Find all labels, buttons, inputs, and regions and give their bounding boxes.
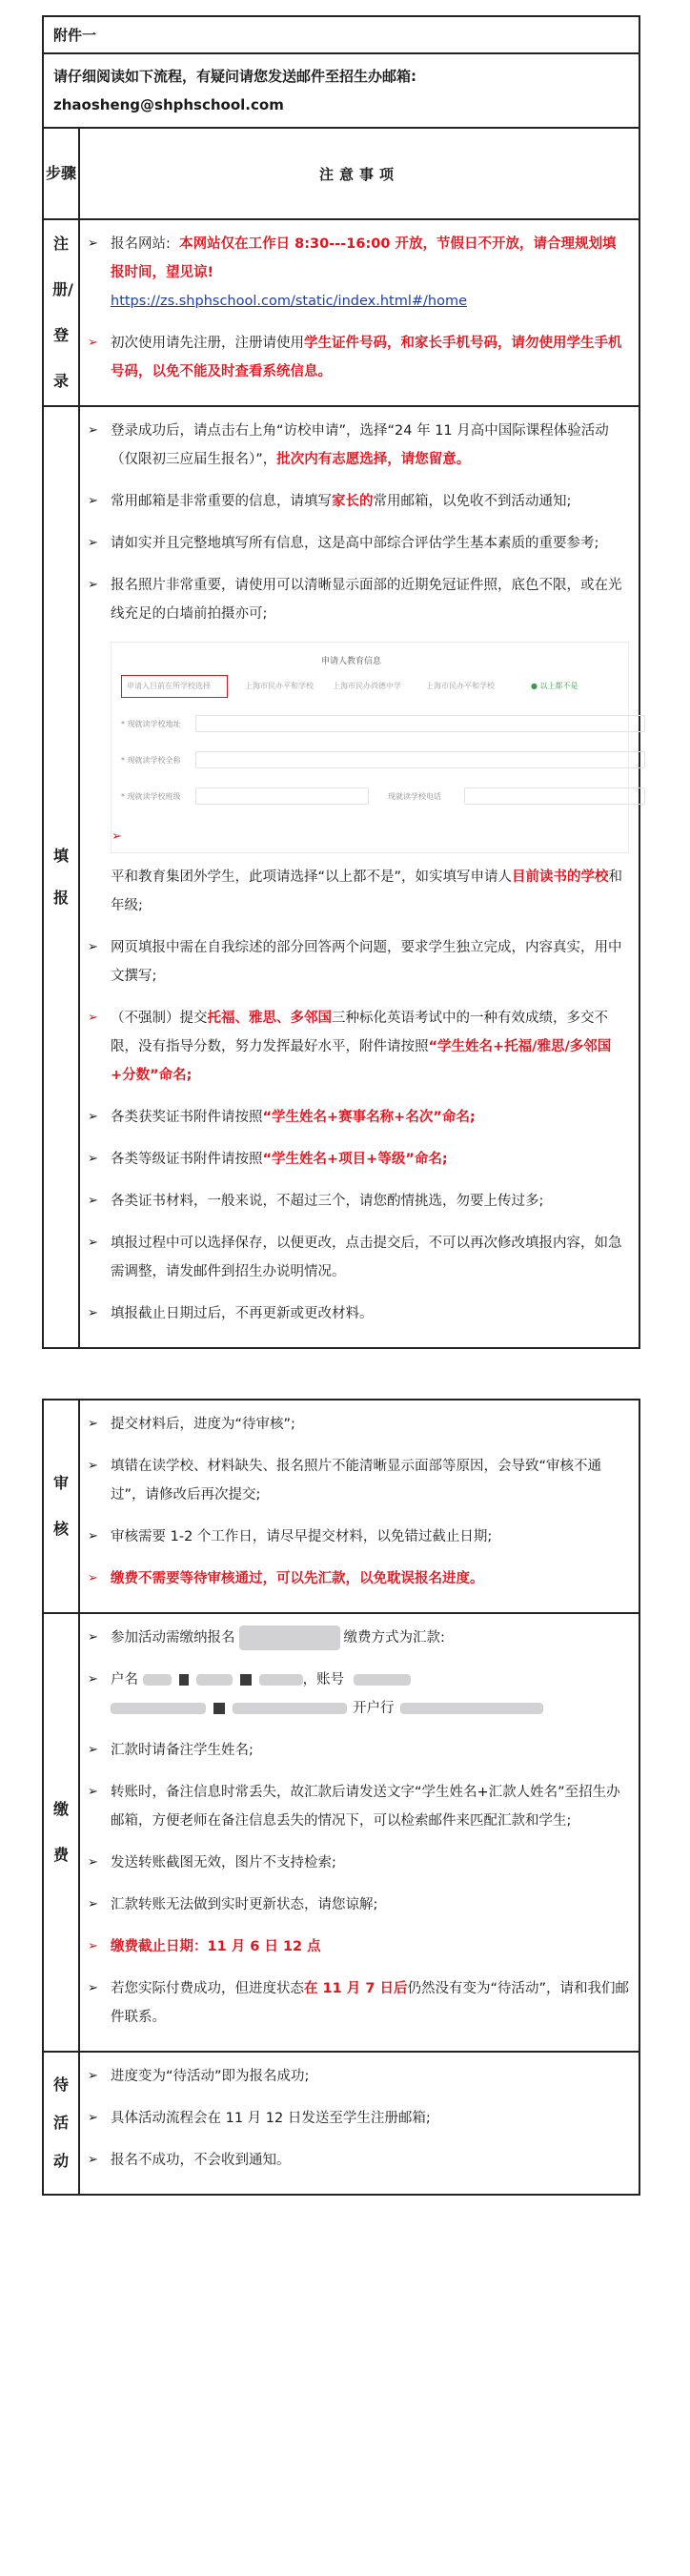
arrow-bullet-icon: ➢ [88,1897,98,1912]
step-column-head: 步骤 [43,128,79,219]
arrow-bullet-icon: ➢ [88,2069,98,2083]
document [42,15,640,2196]
section-await-event: 待活动 [43,2052,79,2195]
snapshot-field [195,751,645,768]
snapshot-option: 上海市民办尚德中学 [333,682,401,690]
list-item: 平和教育集团外学生，此项请选择“以上都不是”，如实填写申请人目前读书的学校和年级; [111,869,623,913]
snapshot-field [195,715,645,732]
list-item: ➢ 汇款转账无法做到实时更新状态，请您谅解; [88,1891,629,1919]
list-item: ➢ 户名 ，账号 开户行 [88,1666,629,1723]
arrow-bullet-icon: ➢ [88,494,98,508]
arrow-bullet-icon: ➢ [88,1417,98,1431]
snapshot-field [464,787,645,805]
register-body [79,219,639,406]
arrow-bullet-icon: ➢ [88,940,98,954]
redacted-text [213,1703,225,1714]
snapshot-field [195,787,369,805]
redacted-text [259,1674,303,1686]
list-item: ➢ （不强制）提交托福、雅思、多邻国三种标化英语考试中的一种有效成绩，多交不限，没有指导分数，努力发挥最好水平，附件请按照“学生姓名+托福/雅思/多邻国+分数”命名; [88,1004,629,1090]
list-item: ➢ 登录成功后，请点击右上角“访校申请”，选择“24 年 11 月高中国际课程体验活动（仅限初三应届生报名）”，批次内有志愿选择，请您留意。 [88,417,629,474]
arrow-bullet-icon: ➢ [88,2111,98,2125]
list-item: ➢ 转账时，备注信息时常丢失，故汇款后请发送文字“学生姓名+汇款人姓名”至招生办邮箱，方便老师在备注信息丢失的情况下，可以检索邮件来匹配汇款和学生; [88,1778,629,1835]
list-item: ➢ 汇款时请备注学生姓名; [88,1736,629,1765]
list-item: ➢ 缴费不需要等待审核通过，可以先汇款，以免耽误报名进度。 [88,1564,629,1593]
snapshot-option-selected: ● 以上都不是 [531,682,578,690]
list-item: ➢ 具体活动流程会在 11 月 12 日发送至学生注册邮箱; [88,2104,629,2133]
arrow-bullet-icon: ➢ [88,1785,98,1799]
arrow-bullet-icon: ➢ [88,1529,98,1544]
list-item: ➢ 各类获奖证书附件请按照“学生姓名+赛事名称+名次”命名; [88,1103,629,1132]
list-item: ➢ 常用邮箱是非常重要的信息，请填写家长的常用邮箱，以免收不到活动通知; [88,487,629,516]
arrow-bullet-icon: ➢ [88,1939,98,1953]
arrow-bullet-icon: ➢ [88,1459,98,1473]
list-item: ➢ 网页填报中需在自我综述的部分回答两个问题，要求学生独立完成，内容真实，用中文撰写; [88,933,629,991]
section-register: 注册/登录 [43,219,79,406]
arrow-bullet-icon: ➢ [88,1981,98,1995]
redacted-text [354,1674,411,1686]
list-item: ➢ 审核需要 1-2 个工作日，请尽早提交材料，以免错过截止日期; [88,1523,629,1551]
arrow-bullet-icon: ➢ [88,1672,98,1687]
snapshot-field-label: * 现就读学校地址 [121,720,181,728]
list-item: ➢ 填错在读学校、材料缺失、报名照片不能清晰显示面部等原因，会导致“审核不通过”，请修改后再次提交; [88,1452,629,1509]
arrow-bullet-icon: ➢ [88,2153,98,2167]
fill-body [79,406,639,1348]
snapshot-field-label: * 现就读学校班级 [121,792,181,801]
list-item: ➢ 填报过程中可以选择保存，以便更改，点击提交后，不可以再次修改填报内容，如急需调整，请发邮件到招生办说明情况。 [88,1229,629,1286]
redacted-text [196,1674,233,1686]
arrow-bullet-icon: ➢ [88,1743,98,1757]
arrow-bullet-icon: ➢ [88,336,98,350]
redacted-text [240,1674,252,1686]
list-item: ➢ 各类等级证书附件请按照“学生姓名+项目+等级”命名; [88,1145,629,1174]
list-item: ➢ 缴费截止日期：11 月 6 日 12 点 [88,1932,629,1961]
intro [43,53,639,128]
list-item: ➢ 请如实并且完整地填写所有信息，这是高中部综合评估学生基本素质的重要参考; [88,529,629,558]
list-item: ➢ 报名不成功，不会收到通知。 [88,2146,629,2175]
list-item: ➢ 若您实际付费成功，但进度状态在 11 月 7 日后仍然没有变为“待活动”，请和我们邮件联系。 [88,1974,629,2032]
snapshot-title: 申请人教育信息 [321,657,382,666]
arrow-bullet-icon: ➢ [88,1194,98,1208]
arrow-bullet-icon: ➢ [88,1152,98,1166]
arrow-bullet-icon: ➢ [88,578,98,592]
arrow-bullet-icon: ➢ [112,829,122,844]
intro-line: 请仔细阅读如下流程，有疑问请您发送邮件至招生办邮箱: [53,68,417,85]
list-item: ➢ 各类证书材料，一般来说，不超过三个，请您酌情挑选，勿要上传过多; [88,1187,629,1216]
list-item: ➢ 参加活动需缴纳报名 缴费方式为汇款: [88,1624,629,1652]
arrow-bullet-icon: ➢ [88,1011,98,1025]
page-break [42,1349,640,1399]
snapshot-field-label: 现就读学校电话 [388,792,441,801]
list-item: ➢ 报名照片非常重要，请使用可以清晰显示面部的近期免冠证件照，底色不限，或在光线充足的白墙前拍摄亦可; [88,571,629,628]
snapshot-option: 上海市民办平和学校 [245,682,314,690]
section-fill: 填报 [43,406,79,1348]
arrow-bullet-icon: ➢ [88,1571,98,1585]
attachment-header: 附件一 [43,16,639,53]
arrow-bullet-icon: ➢ [88,1306,98,1320]
list-item: ➢ 填报截止日期过后，不再更新或更改材料。 [88,1299,629,1328]
redacted-text [179,1674,189,1686]
list-item: ➢ 报名网站: 本网站仅在工作日 8:30---16:00 开放，节假日不开放，请合理规划填报时间，望见谅! https://zs.shphschool.com/static/index.html#/home [88,230,629,316]
list-item: ➢ 进度变为“待活动”即为报名成功; [88,2062,629,2091]
list-item: ➢ 初次使用请先注册，注册请使用学生证件号码，和家长手机号码，请勿使用学生手机号码，以免不能及时查看系统信息。 [88,329,629,386]
arrow-bullet-icon: ➢ [88,1630,98,1645]
list-item: ➢ 提交材料后，进度为“待审核”; [88,1410,629,1439]
intro-email[interactable]: zhaosheng@shphschool.com [53,96,284,113]
notice-table-continued [42,1399,640,2196]
arrow-bullet-icon: ➢ [88,1110,98,1124]
section-review: 审核 [43,1400,79,1613]
redacted-text [400,1703,543,1714]
form-snapshot [111,642,629,853]
arrow-bullet-icon: ➢ [88,423,98,438]
notes-column-head: 注意事项 [79,128,639,219]
redacted-text [143,1674,172,1686]
arrow-bullet-icon: ➢ [88,536,98,550]
notice-table [42,15,640,1349]
await-event-body [79,2052,639,2195]
snapshot-field-label: * 现就读学校全称 [121,756,181,765]
redacted-text [233,1703,347,1714]
section-payment: 缴费 [43,1613,79,2052]
redacted-amount [239,1625,340,1650]
payment-body [79,1613,639,2052]
snapshot-option: 申请入目前在所学校选择 [127,682,211,690]
arrow-bullet-icon: ➢ [88,1236,98,1250]
register-website-link[interactable]: https://zs.shphschool.com/static/index.html#/home [111,294,467,309]
arrow-bullet-icon: ➢ [88,236,98,251]
redacted-text [111,1703,206,1714]
arrow-bullet-icon: ➢ [88,1855,98,1870]
list-item: ➢ 发送转账截图无效，图片不支持检索; [88,1849,629,1877]
snapshot-option: 上海市民办平和学校 [426,682,495,690]
review-body [79,1400,639,1613]
